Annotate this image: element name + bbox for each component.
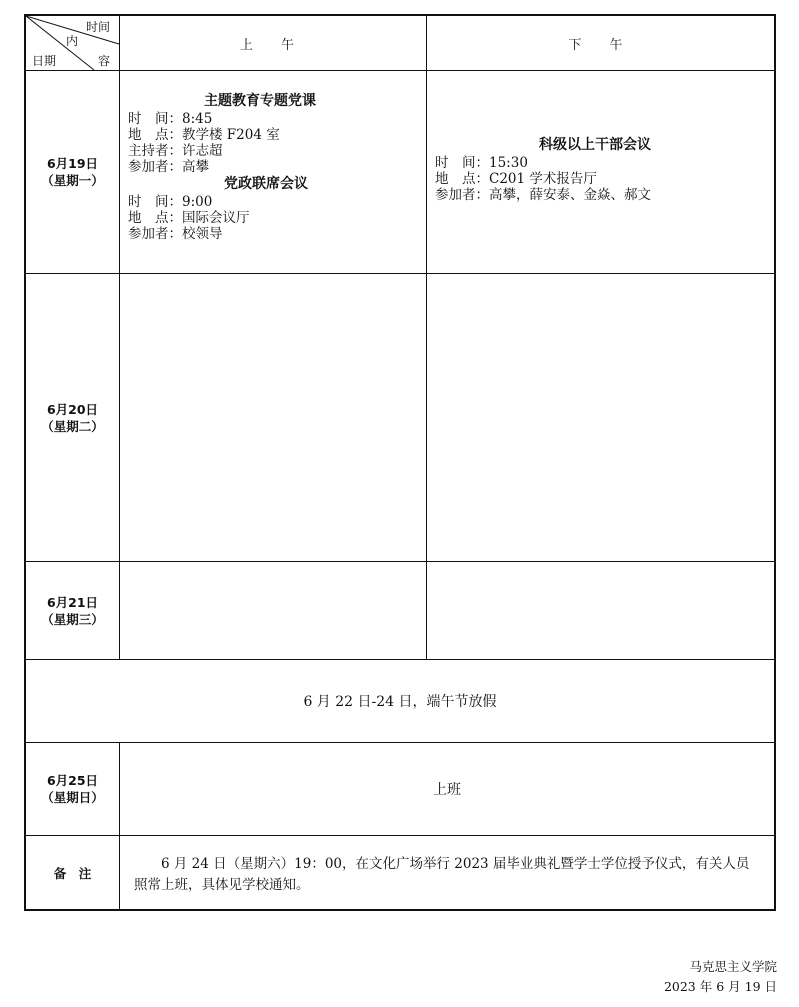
footer-date: 2023 年 6 月 19 日 — [663, 979, 777, 994]
date-label: 6月25日 — [46, 773, 99, 788]
morning-header: 上 午 — [239, 37, 307, 53]
date-label: 6月19日 — [46, 156, 99, 171]
sunday-content: 上班 — [433, 782, 461, 798]
corner-content-label-1: 内 — [66, 34, 79, 48]
footer-org: 马克思主义学院 — [689, 959, 777, 974]
event-title: 主题教育专题党课 — [204, 93, 316, 109]
row-divider — [26, 561, 774, 562]
weekday-label: （星期一） — [41, 173, 104, 188]
date-cell-jun21 — [26, 562, 119, 659]
remarks-label-text: 备 注 — [53, 866, 92, 881]
holiday-notice: 6 月 22 日-24 日，端午节放假 — [303, 694, 497, 710]
remarks-label — [26, 836, 119, 911]
event-attendees: 参加者：校领导 — [128, 226, 223, 242]
date-label: 6月20日 — [46, 401, 99, 417]
corner-content-label-2: 容 — [98, 54, 111, 68]
event-location: 地 点：C201 学术报告厅 — [435, 171, 597, 187]
date-cell-jun20 — [26, 274, 119, 561]
date-cell-jun19 — [26, 71, 119, 273]
weekday-label: （星期三） — [41, 611, 104, 627]
event-time: 时 间：15:30 — [435, 155, 528, 171]
event-attendees: 参加者：高攀 — [128, 159, 209, 175]
corner-date-label: 日期 — [32, 54, 57, 68]
afternoon-header: 下 午 — [568, 37, 635, 53]
weekday-label: （星期日） — [41, 790, 104, 805]
schedule-table — [24, 14, 776, 911]
corner-time-label: 时间 — [86, 20, 111, 34]
event-title: 科级以上干部会议 — [539, 137, 651, 153]
event-location: 地 点：教学楼 F204 室 — [128, 127, 280, 143]
row-divider — [26, 273, 774, 274]
event-attendees: 参加者：高攀，薛安泰、金焱、郝文 — [435, 187, 651, 203]
remarks-text: 6 月 24 日（星期六）19：00，在文化广场举行 2023 届毕业典礼暨学士学位授予仪式，有关人员照常上班，具体见学校通知。 — [134, 856, 750, 893]
morning-events-jun19 — [128, 92, 424, 242]
event-time: 时 间：8:45 — [128, 111, 213, 127]
date-label: 6月21日 — [46, 594, 99, 610]
col-divider — [119, 16, 120, 659]
event-location: 地 点：国际会议厅 — [128, 210, 250, 226]
afternoon-events-jun19 — [435, 136, 773, 203]
event-title: 党政联席会议 — [224, 176, 308, 192]
weekday-label: （星期二） — [41, 418, 104, 434]
row-divider — [26, 70, 774, 71]
event-host: 主持者：许志超 — [128, 143, 223, 159]
date-cell-jun25 — [26, 743, 119, 835]
col-divider — [426, 16, 427, 659]
event-time: 时 间：9:00 — [128, 194, 213, 210]
